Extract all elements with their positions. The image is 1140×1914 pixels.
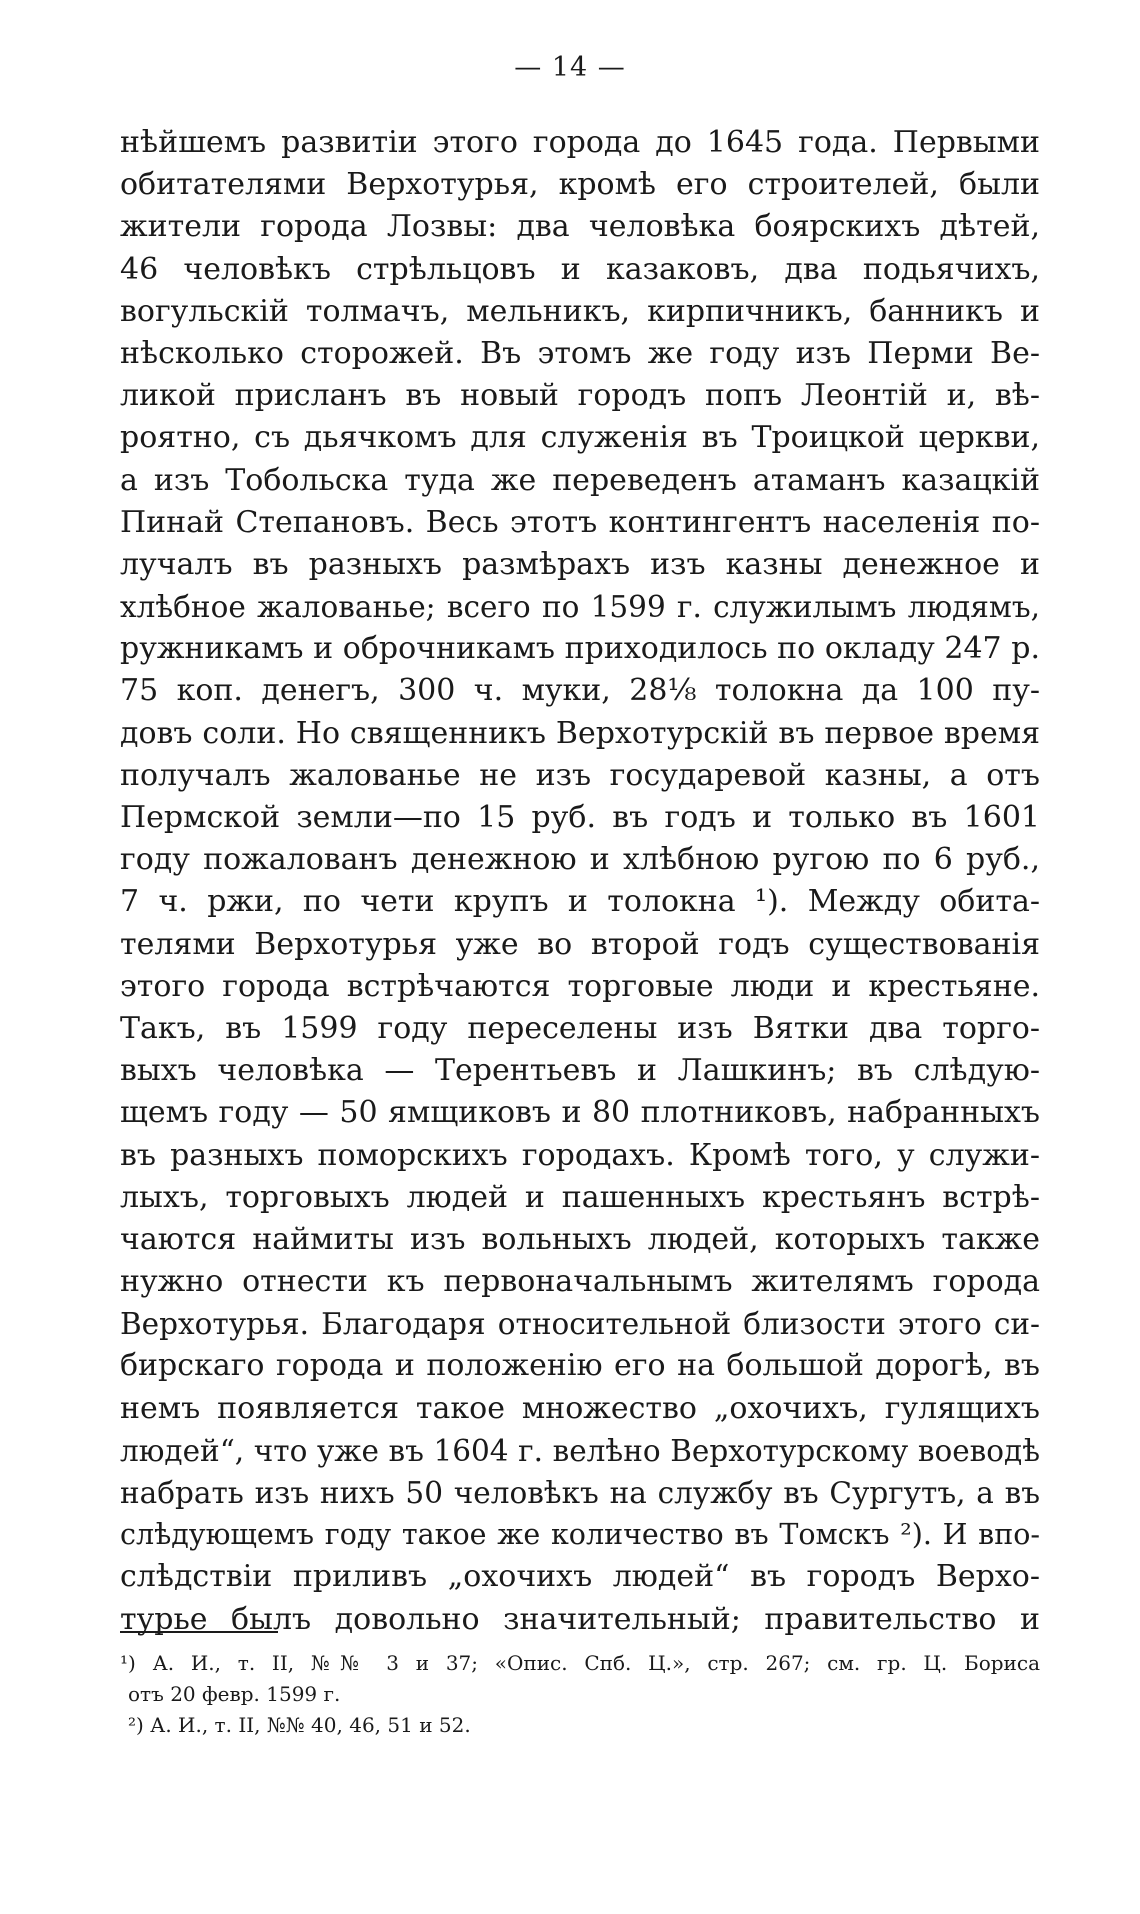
- body-text: [120, 122, 1040, 1641]
- body-line: 7 ч. ржи, по чети крупъ и толокна ¹). Между обита-: [120, 884, 1040, 920]
- body-line: Пермской земли—по 15 руб. въ годъ и только въ 1601: [120, 800, 1040, 835]
- body-line: слѣдствіи приливъ „охочихъ людей“ въ городъ Верхо-: [120, 1559, 1040, 1595]
- body-line: роятно, съ дьячкомъ для служенія въ Троицкой церкви,: [120, 420, 1040, 456]
- body-line: турье былъ довольно значительный; правительство и: [120, 1601, 1040, 1637]
- body-line: Верхотурья. Благодаря относительной близости этого си-: [120, 1307, 1040, 1342]
- body-line: жители города Лозвы: два человѣка боярскихъ дѣтей,: [120, 209, 1040, 245]
- footnotes: [120, 1648, 1040, 1741]
- body-line: обитателями Верхотурья, кромѣ его строителей, были: [120, 167, 1040, 203]
- body-line: немъ появляется такое множество „охочихъ, гулящихъ: [120, 1390, 1040, 1426]
- body-line: нужно отнести къ первоначальнымъ жителямъ города: [120, 1264, 1040, 1300]
- body-line: телями Верхотурья уже во второй годъ существованія: [120, 926, 1040, 962]
- footnote-1-continuation: отъ 20 февр. 1599 г.: [128, 1682, 341, 1706]
- body-line: людей“, что уже въ 1604 г. велѣно Верхотурскому воеводѣ: [120, 1433, 1040, 1468]
- body-line: чаются наймиты изъ вольныхъ людей, которыхъ также: [120, 1221, 1040, 1257]
- body-line: получалъ жалованье не изъ государевой казны, а отъ: [120, 757, 1040, 793]
- body-line: 46 человѣкъ стрѣльцовъ и казаковъ, два подьячихъ,: [120, 251, 1040, 287]
- body-line: щемъ году — 50 ямщиковъ и 80 плотниковъ, набранныхъ: [120, 1095, 1040, 1131]
- footnote-2: ²) А. И., т. II, №№ 40, 46, 51 и 52.: [128, 1713, 471, 1737]
- body-line: хлѣбное жалованье; всего по 1599 г. служилымъ людямъ,: [120, 590, 1040, 625]
- body-line: набрать изъ нихъ 50 человѣкъ на службу въ Сургутъ, а въ: [120, 1476, 1040, 1510]
- body-line: ружникамъ и оброчникамъ приходилось по окладу 247 р.: [120, 631, 1040, 667]
- body-line: довъ соли. Но священникъ Верхотурскій въ первое время: [120, 715, 1040, 751]
- body-line: выхъ человѣка — Терентьевъ и Лашкинъ; въ слѣдую-: [120, 1053, 1040, 1089]
- body-line: лыхъ, торговыхъ людей и пашенныхъ крестьянъ встрѣ-: [120, 1179, 1040, 1215]
- body-line: 75 коп. денегъ, 300 ч. муки, 28⅛ толокна да 100 пу-: [120, 673, 1040, 709]
- body-line: вогульскій толмачъ, мельникъ, кирпичникъ, банникъ и: [120, 293, 1040, 329]
- body-line: лучалъ въ разныхъ размѣрахъ изъ казны денежное и: [120, 546, 1040, 582]
- body-line: году пожалованъ денежною и хлѣбною ругою по 6 руб.,: [120, 842, 1040, 878]
- body-line: нѣйшемъ развитіи этого города до 1645 года. Первыми: [120, 125, 1040, 160]
- footnote-1: ¹) А. И., т. II, №№ 3 и 37; «Опис. Спб. Ц.», стр. 267; см. гр. Ц. Бориса: [120, 1651, 1040, 1675]
- body-line: Такъ, въ 1599 году переселены изъ Вятки два торго-: [120, 1010, 1040, 1046]
- body-line: ликой присланъ въ новый городъ попъ Леонтій и, вѣ-: [120, 378, 1040, 414]
- body-line: а изъ Тобольска туда же переведенъ атаманъ казацкій: [120, 462, 1040, 498]
- body-line: Пинай Степановъ. Весь этотъ контингентъ населенія по-: [120, 504, 1040, 540]
- body-line: этого города встрѣчаются торговые люди и крестьяне.: [120, 968, 1040, 1004]
- body-line: въ разныхъ поморскихъ городахъ. Кромѣ того, у служи-: [120, 1137, 1040, 1173]
- body-line: нѣсколько сторожей. Въ этомъ же году изъ Перми Ве-: [120, 335, 1040, 371]
- body-line: слѣдующемъ году такое же количество въ Томскъ ²). И впо-: [120, 1518, 1040, 1552]
- page-number: — 14 —: [514, 52, 626, 83]
- footnote-rule: [120, 1631, 278, 1633]
- body-line: бирскаго города и положенію его на большой дорогѣ, въ: [120, 1348, 1040, 1384]
